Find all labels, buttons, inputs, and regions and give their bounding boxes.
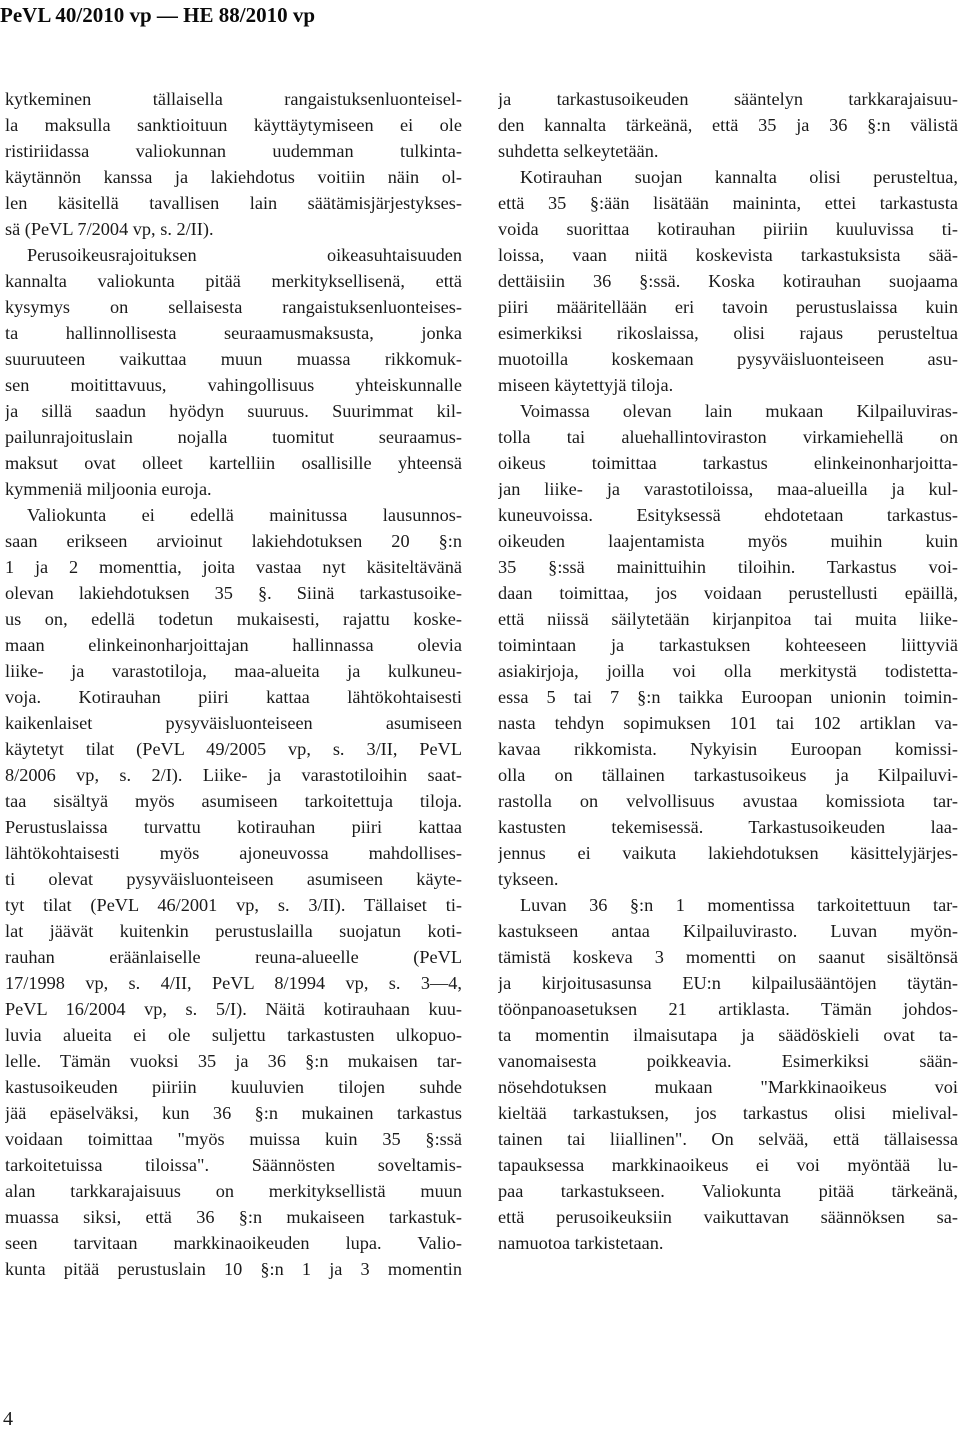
text-line: tykseen. (498, 869, 559, 889)
right-text-column (498, 86, 958, 1256)
text-line: tarkoitetuissa tiloissa". Säännösten soveltamis- (5, 1155, 462, 1175)
text-line: ja kirjoitusasunsa EU:n kilpailusääntöjen täytän- (498, 973, 958, 993)
text-line: kuneuvoissa. Esityksessä ehdotetaan tarkastus- (498, 505, 958, 525)
text-line: Perusoikeusrajoituksen oikeasuhtaisuuden (27, 245, 462, 265)
text-line: 8/2006 vp, s. 2/I). Liike- ja varastotiloihin saat- (5, 765, 462, 785)
text-line: PeVL 16/2004 vp, s. 5/I). Näitä kotirauhaan kuu- (5, 999, 462, 1019)
text-line: kastukseen antaa Kilpailuvirasto. Luvan myön- (498, 921, 958, 941)
left-text-column (5, 86, 462, 1282)
text-line: käytetyt tilat (PeVL 49/2005 vp, s. 3/II, PeVL (5, 739, 462, 759)
text-line: nasta tehdyn sopimuksen 101 tai 102 artiklan va- (498, 713, 958, 733)
text-line: namuotoa tarkistetaan. (498, 1233, 664, 1253)
text-line: olevan lakiehdotuksen 35 §. Siinä tarkastusoike- (5, 583, 462, 603)
text-line: paa tarkastukseen. Valiokunta pitää tärkeänä, (498, 1181, 958, 1201)
text-line: jan liike- ja varastotiloissa, maa-alueilla ja kul- (498, 479, 958, 499)
text-line: alan tarkkarajaisuus on merkityksellistä muun (5, 1181, 462, 1201)
text-line: piiri määritellään eri tavoin perustuslaissa kuin (498, 297, 958, 317)
text-line: rastolla on velvollisuus avustaa komissiota tar- (498, 791, 958, 811)
text-line: 1 ja 2 momenttia, joita vastaa nyt käsiteltävänä (5, 557, 462, 577)
text-line: tapauksessa markkinaoikeus ei voi myöntää lu- (498, 1155, 958, 1175)
text-line: saan erikseen arvioinut lakiehdotuksen 20 §:n (5, 531, 462, 551)
text-line: tolla tai aluehallintoviraston virkamiehellä on (498, 427, 958, 447)
text-line: seen tarvitaan markkinaoikeuden lupa. Valio- (5, 1233, 462, 1253)
text-line: kieltää tarkastuksen, jos tarkastus olisi mielival- (498, 1103, 958, 1123)
text-line: ja tarkastusoikeuden sääntelyn tarkkarajaisuu- (498, 89, 958, 109)
text-line: rauhan eräänlaiselle reuna-alueelle (PeVL (5, 947, 462, 967)
text-line: Valiokunta ei edellä mainitussa lausunnos- (27, 505, 462, 525)
text-line: toimintaan ja tarkastuksen kohteeseen liittyviä (498, 635, 958, 655)
document-title: PeVL 40/2010 vp — HE 88/2010 vp (0, 3, 316, 27)
text-line: kysymys on sellaisesta rangaistuksenluonteises- (5, 297, 462, 317)
text-line: miseen käytettyjä tiloja. (498, 375, 674, 395)
text-line: pailunrajoituslain nojalla tuomitut seuraamus- (5, 427, 462, 447)
text-line: kastusoikeuden piiriin kuuluvien tilojen suhde (5, 1077, 462, 1097)
text-line: käytännön kanssa ja lakiehdotus voitiin näin ol- (5, 167, 462, 187)
text-line: oikeus toimittaa tarkastus elinkeinonharjoitta- (498, 453, 958, 473)
text-line: daan toimittaa, jos voidaan perustellusti epäillä, (498, 583, 958, 603)
text-line: ta hallinnollisesta seuraamusmaksusta, jonka (5, 323, 462, 343)
text-line: liike- ja varastotiloja, maa-alueita ja kulkuneu- (5, 661, 462, 681)
text-line: kytkeminen tällaisella rangaistuksenluonteisel- (5, 89, 462, 109)
text-line: että 35 §:ään lisätään maininta, ettei tarkastusta (498, 193, 958, 213)
text-line: sä (PeVL 7/2004 vp, s. 2/II). (5, 219, 214, 239)
text-line: töönpanoasetuksen 21 artiklasta. Tämän johdos- (498, 999, 958, 1019)
text-line: us on, edellä todetun mukaisesti, rajattu koske- (5, 609, 462, 629)
text-line: maan elinkeinonharjoittajan hallinnassa olevia (5, 635, 462, 655)
text-line: kastusten tekemisessä. Tarkastusoikeuden laa- (498, 817, 958, 837)
text-line: ti olevat pysyväisluonteiseen asumiseen käyte- (5, 869, 462, 889)
text-line: voja. Kotirauhan piiri kattaa lähtökohtaisesti (5, 687, 462, 707)
text-line: voidaan toimittaa "myös muissa kuin 35 §:ssä (5, 1129, 462, 1149)
text-line: kavaa rikkomista. Nykyisin Euroopan komissi- (498, 739, 958, 759)
text-line: nösehdotuksen mukaan "Markkinaoikeus voi (498, 1077, 958, 1097)
text-line: ta momentin ilmaisutapa ja säädöskieli ovat ta- (498, 1025, 958, 1045)
text-line: lat jäävät kuitenkin perustuslailla suojatun koti- (5, 921, 462, 941)
text-line: esimerkiksi rikoslaissa, olisi rajaus perusteltua (498, 323, 958, 343)
text-line: Kotirauhan suojan kannalta olisi perusteltua, (520, 167, 958, 187)
text-line: maksut ovat olleet kartelliin osallisille yhteensä (5, 453, 462, 473)
text-line: essa 5 tai 7 §:n taikka Euroopan unionin toimin- (498, 687, 958, 707)
text-line: olla on tällainen tarkastusoikeus ja Kilpailuvi- (498, 765, 958, 785)
text-line: ja sillä saadun hyödyn suuruus. Suurimmat kil- (5, 401, 462, 421)
text-line: den kannalta tärkeänä, että 35 ja 36 §:n välistä (498, 115, 958, 135)
text-line: jennus ei vaikuta lakiehdotuksen käsittelyjärjes- (498, 843, 958, 863)
text-line: kannalta valiokunta pitää merkityksellisenä, että (5, 271, 462, 291)
text-line: 17/1998 vp, s. 4/II, PeVL 8/1994 vp, s. 3—4, (5, 973, 462, 993)
text-line: loissa, vaan niitä koskevista tarkastuksista sää- (498, 245, 958, 265)
text-line: että niissä säilytetään kirjanpitoa tai muita liike- (498, 609, 958, 629)
text-line: muassa siksi, että 36 §:n mukaiseen tarkastuk- (5, 1207, 462, 1227)
text-line: tyt tilat (PeVL 46/2001 vp, s. 3/II). Tällaiset ti- (5, 895, 462, 915)
text-line: luvia alueita ei ole suljettu tarkastusten ulkopuo- (5, 1025, 462, 1045)
text-line: että perusoikeuksiin vaikuttavan säännöksen sa- (498, 1207, 958, 1227)
text-line: dettäisiin 36 §:ssä. Koska kotirauhan suojaama (498, 271, 958, 291)
text-line: vanomaisesta poikkeavia. Esimerkiksi sään- (498, 1051, 958, 1071)
text-line: taa sisältyä myös asumiseen tarkoitettuja tiloja. (5, 791, 462, 811)
text-line: jää epäselväksi, kun 36 §:n mukainen tarkastus (5, 1103, 462, 1123)
text-line: lelle. Tämän vuoksi 35 ja 36 §:n mukaisen tar- (5, 1051, 462, 1071)
text-line: ristiriidassa valiokunnan uudemman tulkinta- (5, 141, 462, 161)
text-line: Perustuslaissa turvattu kotirauhan piiri kattaa (5, 817, 462, 837)
text-line: 35 §:ssä mainittuihin tiloihin. Tarkastus voi- (498, 557, 958, 577)
text-line: suuruuteen vaikuttaa muun muassa rikkomuk- (5, 349, 462, 369)
text-line: oikeuden laajentamista myös muihin kuin (498, 531, 958, 551)
text-line: voida suorittaa kotirauhan piiriin kuuluvissa ti- (498, 219, 958, 239)
text-line: muotoilla koskemaan pysyväisluonteiseen asu- (498, 349, 958, 369)
text-line: kymmeniä miljoonia euroja. (5, 479, 212, 499)
page-number: 4 (3, 1408, 13, 1430)
text-line: tämistä koskeva 3 momentti on saanut sisältönsä (498, 947, 958, 967)
text-line: Luvan 36 §:n 1 momentissa tarkoitettuun tar- (520, 895, 958, 915)
text-line: kunta pitää perustuslain 10 §:n 1 ja 3 momentin (5, 1259, 462, 1279)
text-line: asiakirjoja, joilla voi olla merkitystä todistetta- (498, 661, 958, 681)
text-line: la maksulla sanktioituun käyttäytymiseen ei ole (5, 115, 462, 135)
text-line: tainen tai liiallinen". On selvää, että tällaisessa (498, 1129, 958, 1149)
text-line: lähtökohtaisesti myös ajoneuvossa mahdollises- (5, 843, 462, 863)
text-line: sen moitittavuus, vahingollisuus yhteiskunnalle (5, 375, 462, 395)
text-line: Voimassa olevan lain mukaan Kilpailuviras- (520, 401, 958, 421)
text-line: suhdetta selkeytetään. (498, 141, 659, 161)
running-header (0, 0, 960, 36)
text-line: kaikenlaiset pysyväisluonteiseen asumiseen (5, 713, 462, 733)
text-line: len käsitellä tavallisen lain säätämisjärjestykses- (5, 193, 462, 213)
